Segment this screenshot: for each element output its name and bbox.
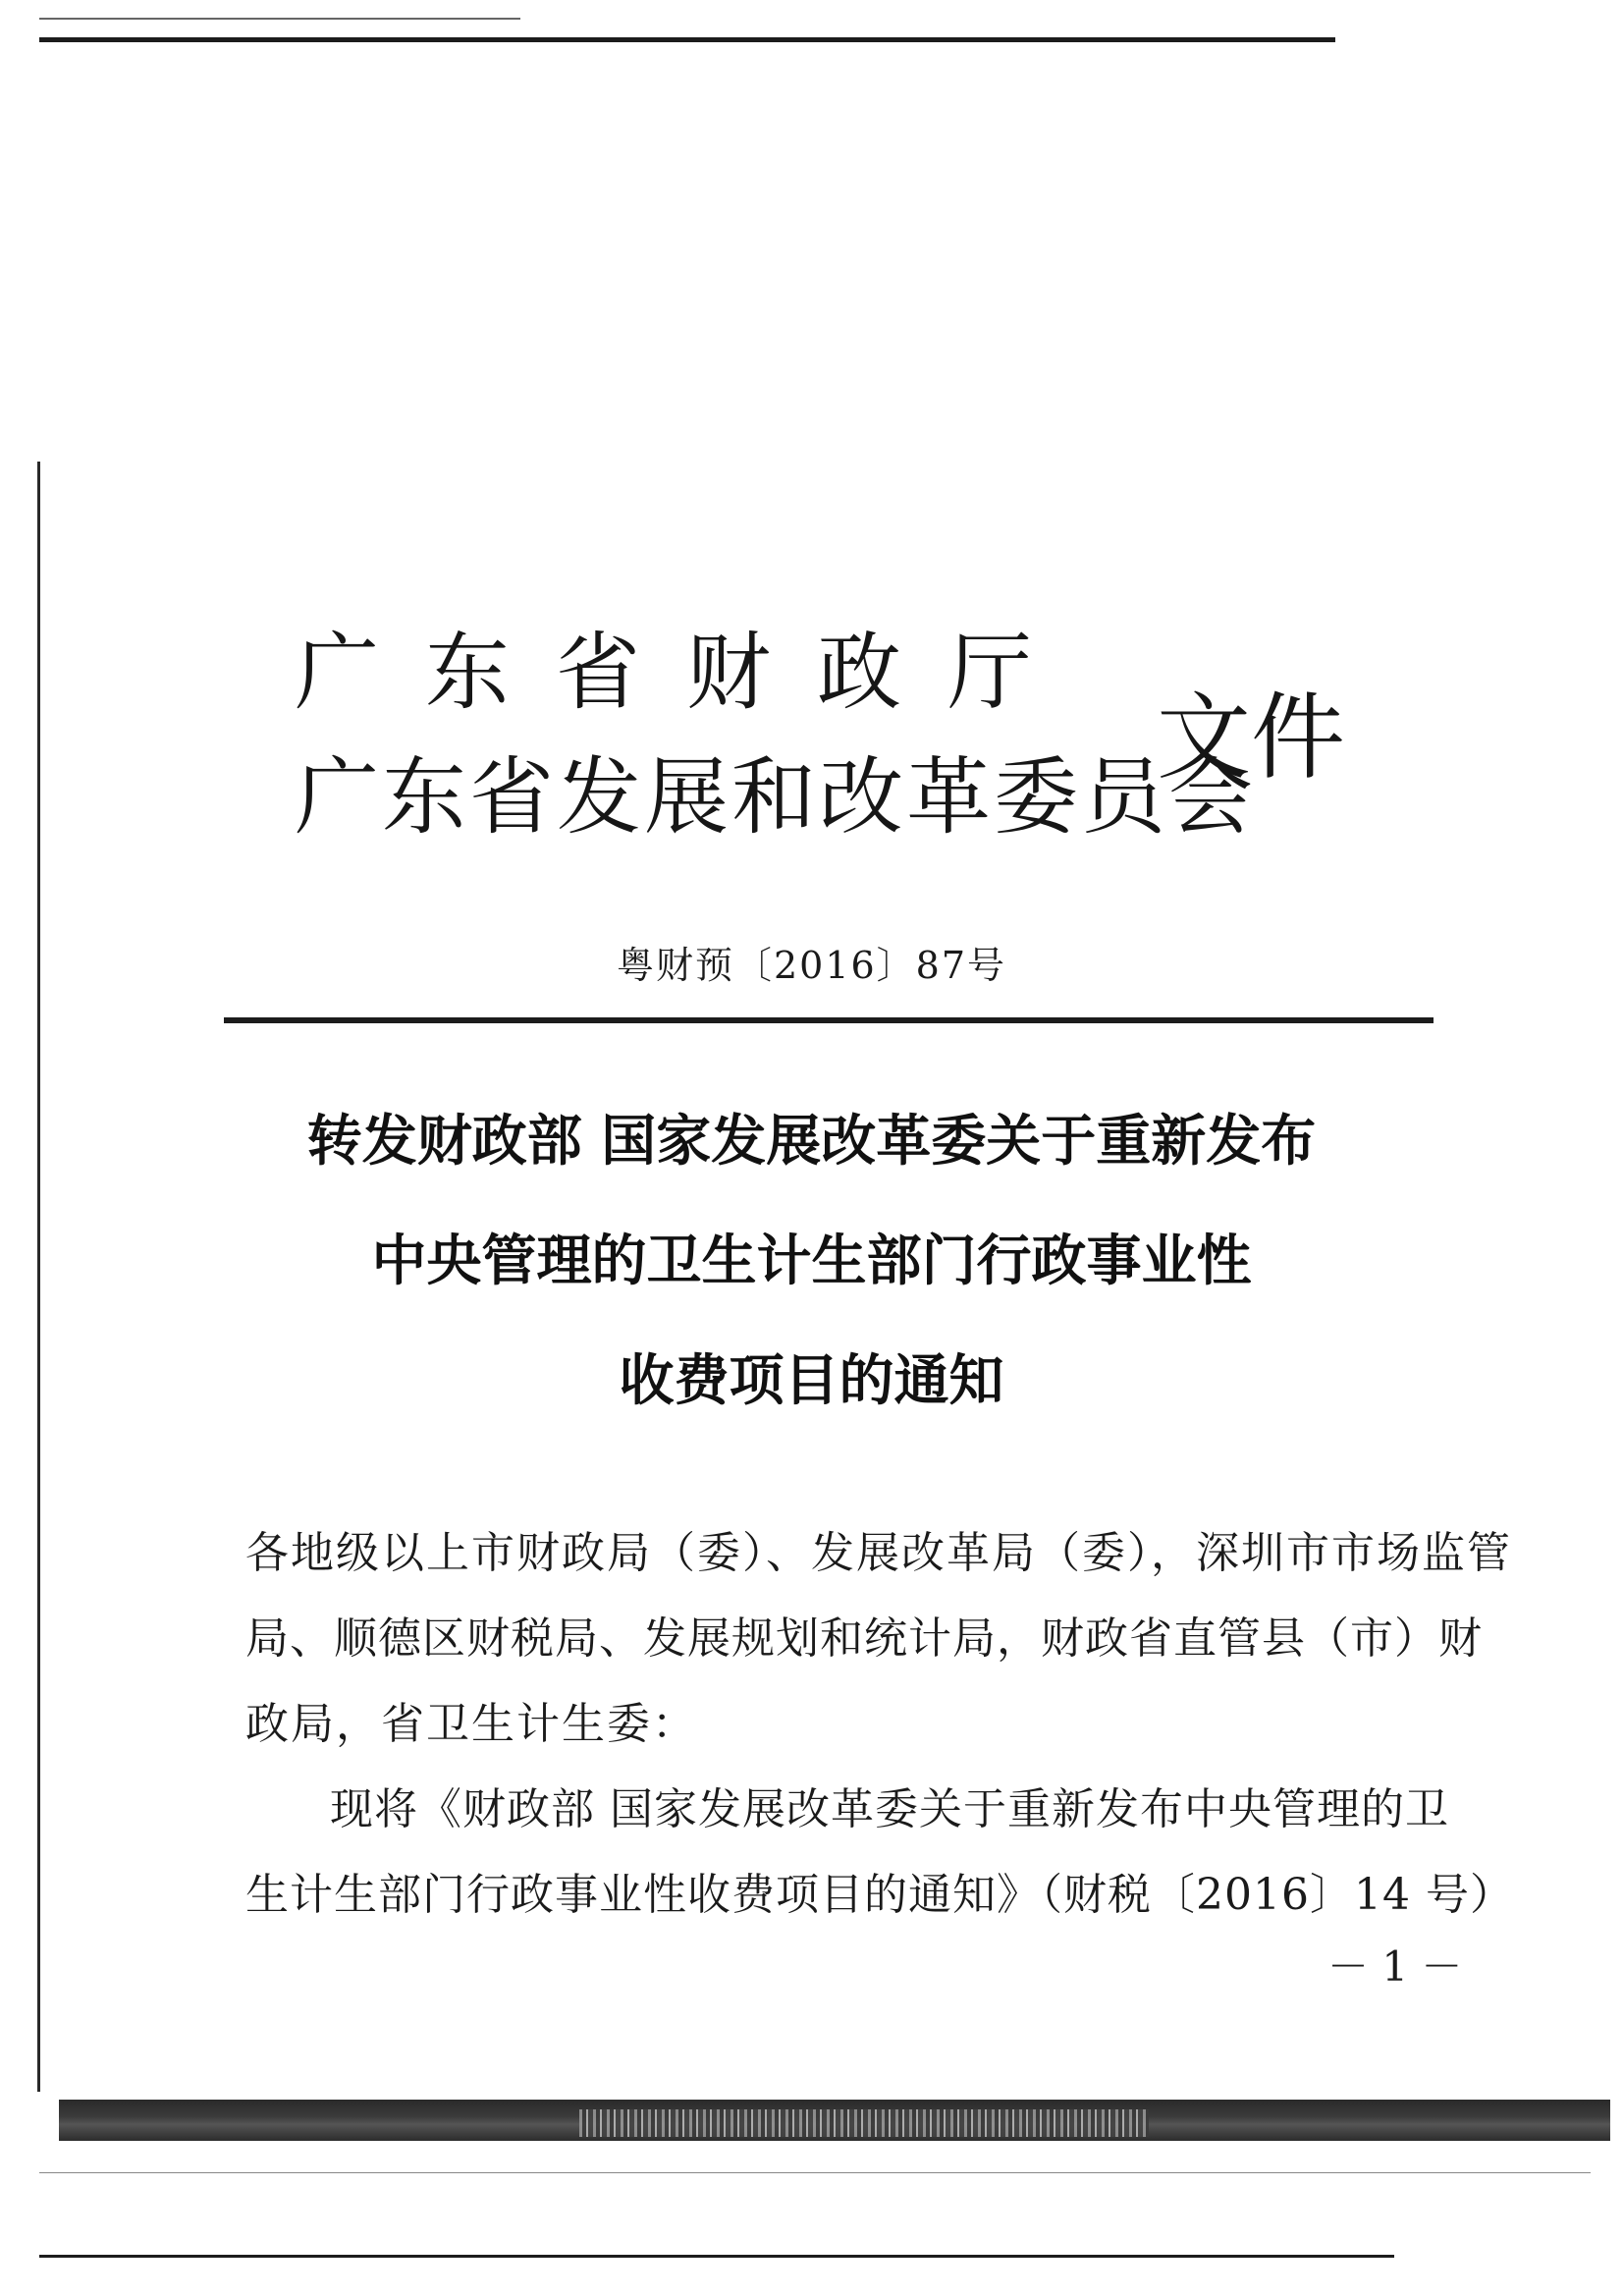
- scan-edge-line-bottom-faint: [39, 2172, 1591, 2173]
- title-line-1: 转发财政部 国家发展改革委关于重新发布: [306, 1109, 1317, 1174]
- body-line-4: 现将《财政部 国家发展改革委关于重新发布中央管理的卫: [330, 1784, 1449, 1834]
- scan-edge-line-bottom: [39, 2255, 1394, 2258]
- scan-edge-line-top: [39, 37, 1335, 42]
- body-line-5: 生计生部门行政事业性收费项目的通知》（财税〔2016〕14 号）: [245, 1870, 1514, 1920]
- issuer-line-1: 广东省财政厅: [295, 624, 1078, 722]
- body-line-2: 局、顺德区财税局、发展规划和统计局，财政省直管县（市）财: [245, 1613, 1483, 1664]
- scan-bleed-through: [579, 2109, 1149, 2137]
- header-separator-line: [224, 1017, 1434, 1023]
- title-line-3: 收费项目的通知: [619, 1348, 1004, 1413]
- body-line-3: 政局，省卫生计生委：: [245, 1699, 697, 1749]
- document-word: 文件: [1157, 683, 1345, 793]
- scan-edge-line-top-faint: [39, 18, 520, 20]
- document-number: 粤财预〔2016〕87号: [616, 944, 1007, 987]
- issuer-line-2: 广东省发展和改革委员会: [295, 748, 1256, 847]
- page-number: － 1 －: [1327, 1942, 1463, 1991]
- body-line-1: 各地级以上市财政局（委）、发展改革局（委），深圳市市场监管: [245, 1528, 1512, 1578]
- title-line-2: 中央管理的卫生计生部门行政事业性: [371, 1229, 1252, 1293]
